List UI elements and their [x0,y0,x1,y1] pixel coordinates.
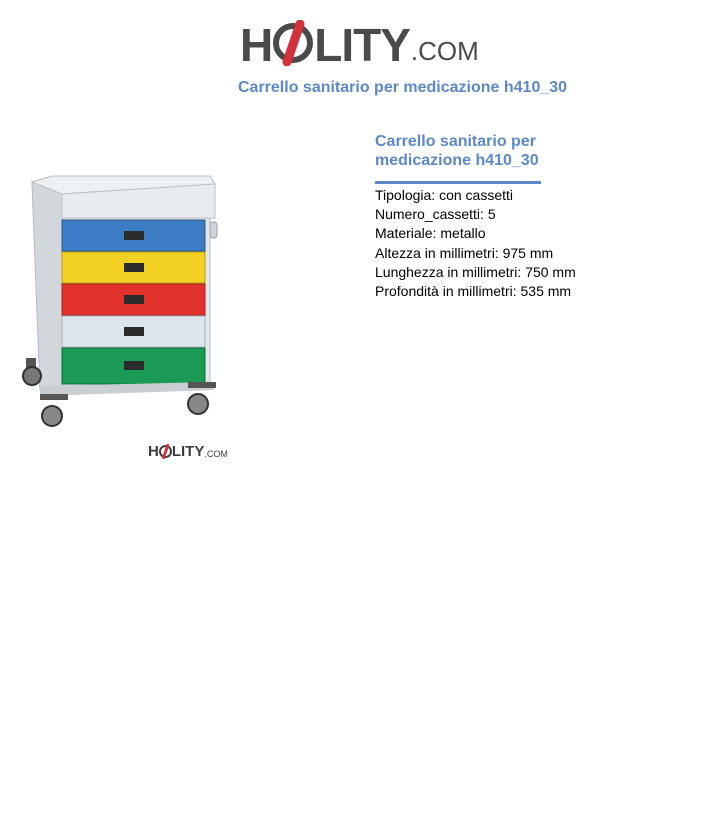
page-title: Carrello sanitario per medicazione h410_30 [238,79,568,96]
spec-row-materiale: Materiale: metallo [375,225,486,242]
logo-suffix: .COM [410,36,479,66]
spec-row-tipologia: Tipologia: con cassetti [375,187,514,203]
spec-list [375,186,576,301]
logo-letter-h: H [240,19,273,71]
product-image [10,118,235,470]
spec-row-lunghezza: Lunghezza in millimetri: 750 mm [375,263,576,280]
spec-row-numero-cassetti: Numero_cassetti: 5 [375,206,496,223]
spec-row-profondita: Profondità in millimetri: 535 mm [375,283,572,300]
product-title: Carrello sanitario per medicazione h410_30 [375,133,539,169]
image-watermark-logo: H LITY .COM [148,443,228,460]
site-logo[interactable] [240,12,479,71]
title-divider [375,181,541,184]
logo-o-icon [273,20,313,66]
small-logo-o-icon [159,444,172,459]
logo-letters-lity: LITY [314,19,410,71]
spec-row-altezza: Altezza in millimetri: 975 mm [375,244,554,261]
